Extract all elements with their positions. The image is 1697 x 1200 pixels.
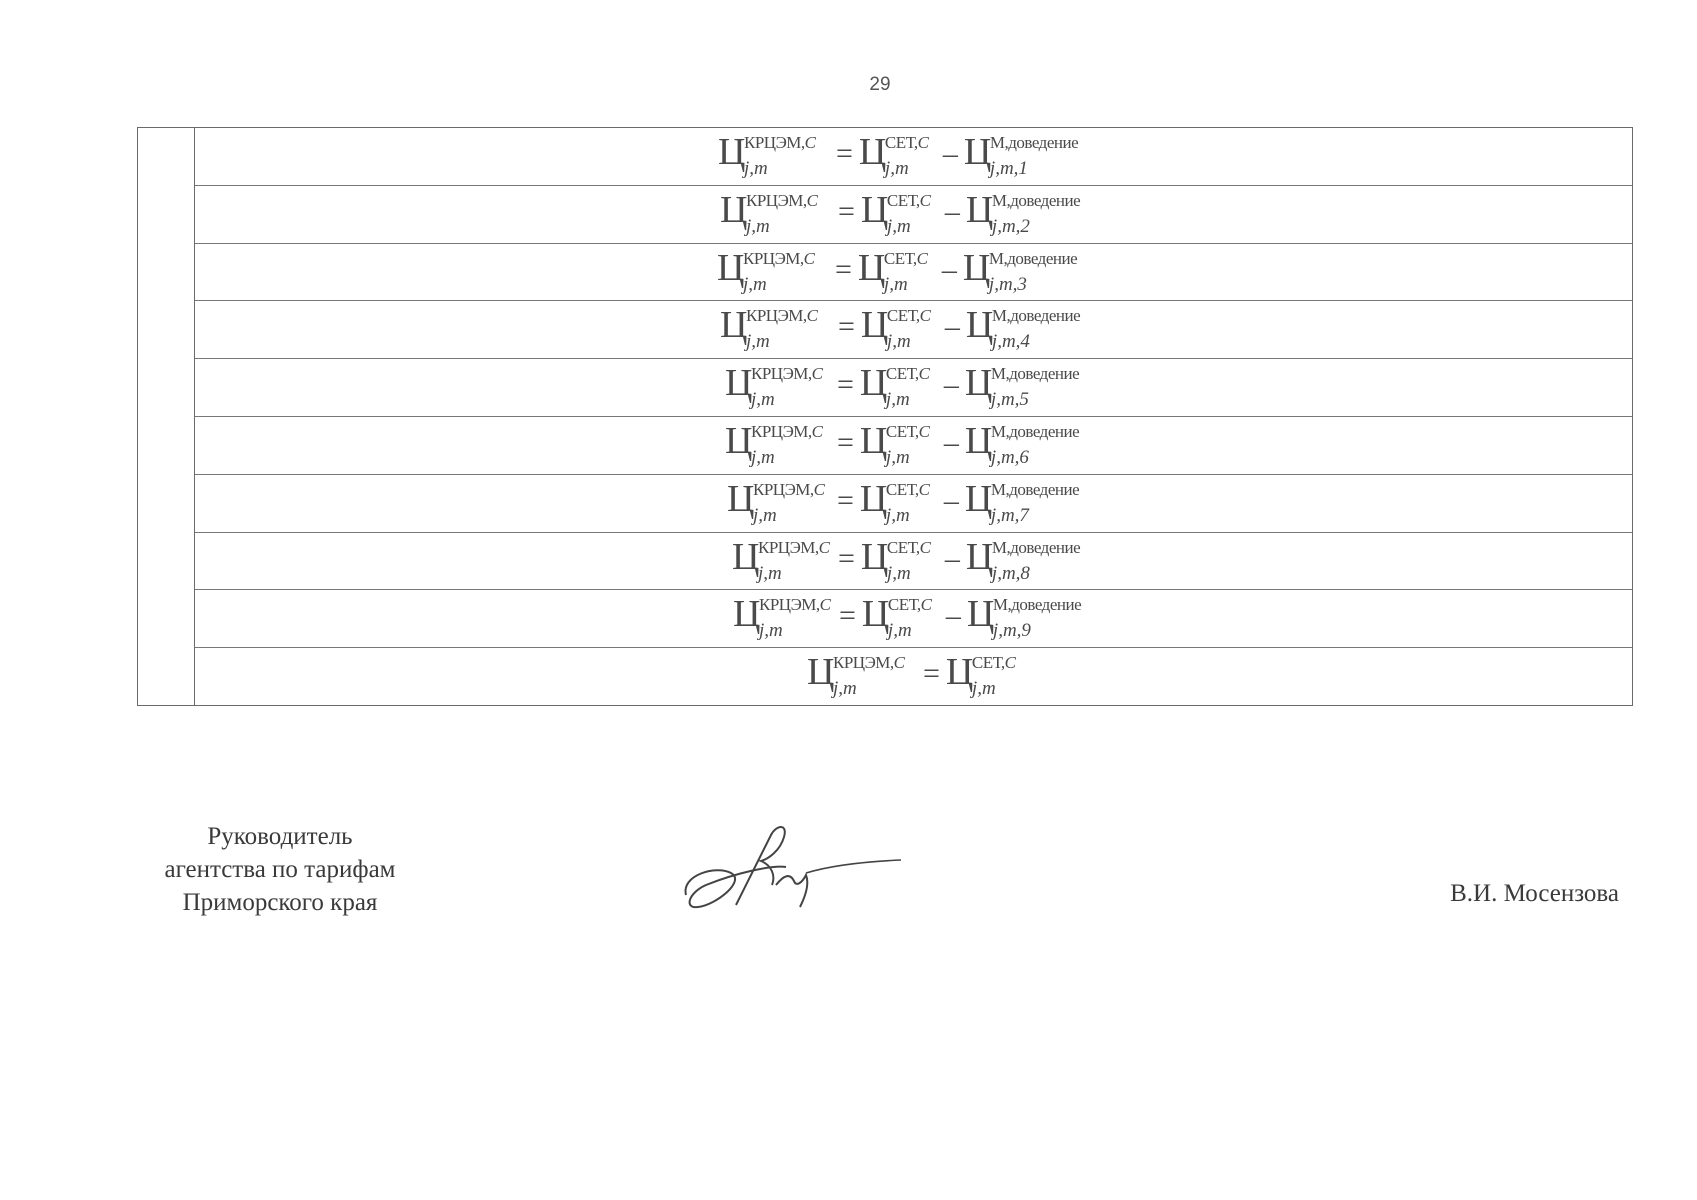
formula-base-symbol: Ц	[717, 246, 745, 289]
price-term-set	[860, 535, 939, 584]
superscript-krcem	[743, 250, 815, 267]
superscript-set	[885, 134, 929, 151]
superscript-text: КРЦЭМ,	[758, 537, 819, 557]
formula-base-symbol: Ц	[945, 651, 974, 694]
minus-sign: –	[943, 425, 959, 459]
subscript: j,m	[885, 389, 910, 411]
price-term-krcem	[725, 362, 831, 411]
formula-base-symbol: Ц	[965, 304, 994, 347]
subscript: j,m,5	[990, 389, 1029, 411]
formula-row	[195, 128, 1632, 186]
equals-sign: =	[837, 368, 854, 402]
formula-row	[195, 417, 1632, 475]
superscript-text: СЕТ,	[886, 537, 920, 557]
formula-base-symbol: Ц	[725, 419, 753, 462]
superscript-text: СЕТ,	[885, 479, 919, 499]
price-term-dovedenie	[964, 362, 1095, 411]
formula-table	[137, 127, 1633, 706]
subscript: j,m,2	[991, 215, 1030, 237]
price-term-set	[857, 246, 936, 295]
price-term-krcem	[727, 477, 831, 526]
superscript-text: СЕТ,	[887, 595, 921, 615]
formula-base-symbol: Ц	[859, 362, 888, 405]
superscript-italic: C	[819, 595, 831, 615]
superscript-italic: C	[806, 306, 818, 326]
superscript-krcem	[744, 134, 816, 151]
handwritten-signature	[676, 815, 906, 930]
price-term-dovedenie	[965, 304, 1096, 353]
subscript: j,m,3	[988, 273, 1027, 295]
superscript-dovedenie: М,доведение	[992, 595, 1082, 615]
formula-row	[195, 244, 1632, 302]
superscript-set	[972, 654, 1016, 671]
subscript: j,m,1	[989, 158, 1028, 179]
formula-row	[195, 186, 1632, 244]
subscript: j,m	[751, 389, 775, 411]
formula-base-symbol: Ц	[858, 131, 887, 173]
subscript: j,m	[971, 678, 996, 700]
superscript-text: СЕТ,	[886, 190, 920, 210]
equals-sign: =	[838, 194, 855, 228]
formula	[718, 131, 1094, 179]
equals-sign: =	[838, 310, 855, 344]
minus-sign: –	[943, 483, 959, 517]
superscript-set	[887, 192, 931, 209]
formula	[807, 651, 1026, 700]
formula	[732, 535, 1096, 584]
superscript-dovedenie: М,доведение	[990, 364, 1080, 384]
superscript-text: КРЦЭМ,	[744, 133, 805, 152]
superscript-text: КРЦЭМ,	[746, 190, 807, 210]
formula-base-symbol: Ц	[962, 246, 991, 289]
superscript-text: КРЦЭМ,	[751, 421, 812, 441]
signatory-title	[140, 820, 420, 919]
price-term-set	[860, 304, 939, 353]
price-term-krcem	[718, 131, 830, 179]
formula-rows	[195, 128, 1632, 705]
price-term-krcem	[807, 651, 917, 700]
superscript-krcem	[759, 596, 831, 613]
equals-sign: =	[835, 252, 852, 286]
formula-base-symbol: Ц	[964, 362, 993, 405]
subscript: j,m	[886, 562, 911, 584]
superscript-krcem	[746, 307, 818, 324]
subscript: j,m	[743, 273, 767, 295]
formula-row	[195, 359, 1632, 417]
formula-base-symbol: Ц	[733, 593, 761, 636]
minus-sign: –	[943, 368, 959, 402]
superscript-set	[886, 481, 930, 498]
price-term-krcem	[720, 188, 832, 237]
signatory-title-line-3: Приморского края	[182, 889, 378, 916]
superscript-text: СЕТ,	[884, 133, 918, 152]
formula	[725, 362, 1095, 411]
superscript-italic: C	[919, 537, 931, 557]
subscript: j,m	[753, 504, 777, 526]
formula-base-symbol: Ц	[966, 593, 995, 636]
superscript-text: СЕТ,	[885, 364, 919, 384]
superscript-italic: C	[919, 306, 931, 326]
subscript: j,m,4	[991, 331, 1030, 353]
superscript-italic: C	[920, 595, 932, 615]
formula-base-symbol: Ц	[860, 188, 889, 231]
subscript: j,m,7	[990, 504, 1029, 526]
equals-sign: =	[923, 657, 940, 691]
price-term-dovedenie	[965, 535, 1096, 584]
signature-graphic	[676, 815, 906, 925]
price-term-krcem	[725, 419, 831, 468]
formula-base-symbol: Ц	[857, 246, 886, 289]
superscript-krcem	[751, 365, 823, 382]
price-term-krcem	[732, 535, 832, 584]
subscript: j,m,8	[991, 562, 1030, 584]
superscript-text: КРЦЭМ,	[753, 479, 814, 499]
minus-sign: –	[942, 137, 958, 170]
subscript: j,m	[746, 331, 770, 353]
price-term-dovedenie	[965, 188, 1096, 237]
price-term-krcem	[720, 304, 832, 353]
superscript-italic: C	[918, 364, 930, 384]
price-term-dovedenie	[962, 246, 1093, 295]
subscript: j,m	[885, 446, 910, 468]
superscript-text: СЕТ,	[971, 653, 1005, 673]
superscript-set	[887, 307, 931, 324]
formula-base-symbol: Ц	[861, 593, 890, 636]
price-term-set	[859, 477, 938, 526]
formula-base-symbol: Ц	[807, 651, 835, 694]
superscript-text: КРЦЭМ,	[743, 248, 804, 268]
superscript-text: СЕТ,	[883, 248, 917, 268]
subscript: j,m	[758, 562, 782, 584]
formula-base-symbol: Ц	[965, 535, 994, 578]
signatory-name: В.И. Мосензова	[1450, 880, 1619, 907]
superscript-dovedenie: М,доведение	[989, 133, 1079, 152]
price-term-set	[859, 419, 938, 468]
superscript-text: КРЦЭМ,	[746, 306, 807, 326]
equals-sign: =	[839, 599, 856, 633]
superscript-text: КРЦЭМ,	[751, 364, 812, 384]
price-term-set	[859, 362, 938, 411]
superscript-dovedenie: М,доведение	[988, 248, 1078, 268]
formula-row-last	[195, 648, 1632, 706]
equals-sign: =	[836, 137, 853, 170]
formula-base-symbol: Ц	[727, 477, 755, 520]
price-term-dovedenie	[963, 131, 1094, 179]
minus-sign: –	[944, 541, 960, 575]
subscript: j,m	[751, 446, 775, 468]
subscript: j,m	[746, 215, 770, 237]
price-term-set	[860, 188, 939, 237]
price-term-dovedenie	[964, 419, 1095, 468]
superscript-dovedenie: М,доведение	[991, 537, 1081, 557]
formula-base-symbol: Ц	[964, 477, 993, 520]
superscript-dovedenie: М,доведение	[990, 421, 1080, 441]
subscript: j,m	[885, 504, 910, 526]
price-term-dovedenie	[966, 593, 1097, 642]
superscript-krcem	[751, 423, 823, 440]
subscript: j,m	[886, 215, 911, 237]
equals-sign: =	[838, 541, 855, 575]
formula-base-symbol: Ц	[732, 535, 760, 578]
superscript-italic: C	[916, 248, 928, 268]
superscript-set	[888, 596, 932, 613]
superscript-italic: C	[811, 421, 823, 441]
superscript-text: СЕТ,	[885, 421, 919, 441]
superscript-dovedenie: М,доведение	[990, 479, 1080, 499]
formula-base-symbol: Ц	[720, 188, 748, 231]
formula-base-symbol: Ц	[860, 535, 889, 578]
subscript: j,m,9	[992, 620, 1031, 642]
superscript-set	[884, 250, 928, 267]
subscript: j,m	[744, 158, 768, 179]
subscript: j,m	[759, 620, 783, 642]
formula-base-symbol: Ц	[860, 304, 889, 347]
price-term-set	[858, 131, 937, 179]
superscript-krcem	[758, 539, 830, 556]
minus-sign: –	[941, 252, 957, 286]
formula	[725, 419, 1095, 468]
superscript-text: КРЦЭМ,	[759, 595, 820, 615]
formula-base-symbol: Ц	[718, 131, 746, 173]
formula	[727, 477, 1095, 526]
superscript-krcem	[753, 481, 825, 498]
formula-base-symbol: Ц	[725, 362, 753, 405]
table-left-column	[138, 128, 195, 705]
subscript: j,m	[887, 620, 912, 642]
superscript-krcem	[746, 192, 818, 209]
superscript-text: КРЦЭМ,	[833, 653, 894, 673]
formula	[720, 188, 1096, 237]
superscript-dovedenie: М,доведение	[991, 306, 1081, 326]
formula-base-symbol: Ц	[963, 131, 992, 173]
subscript: j,m,6	[990, 446, 1029, 468]
equals-sign: =	[837, 425, 854, 459]
formula	[717, 246, 1093, 295]
minus-sign: –	[944, 310, 960, 344]
minus-sign: –	[944, 194, 960, 228]
superscript-krcem	[833, 654, 905, 671]
formula-base-symbol: Ц	[964, 419, 993, 462]
superscript-italic: C	[818, 537, 830, 557]
formula-row	[195, 590, 1632, 648]
signatory-title-line-1: Руководитель	[207, 823, 353, 850]
superscript-italic: C	[893, 653, 905, 673]
equals-sign: =	[837, 483, 854, 517]
superscript-set	[886, 365, 930, 382]
superscript-italic: C	[803, 248, 815, 268]
superscript-italic: C	[917, 133, 929, 152]
superscript-italic: C	[1004, 653, 1016, 673]
subscript: j,m	[886, 331, 911, 353]
signatory-title-line-2: агентства по тарифам	[164, 856, 396, 883]
formula-row	[195, 533, 1632, 591]
price-term-krcem	[717, 246, 829, 295]
formula-base-symbol: Ц	[720, 304, 748, 347]
subscript: j,m	[883, 273, 908, 295]
subscript: j,m	[884, 158, 909, 179]
superscript-italic: C	[806, 190, 818, 210]
formula-base-symbol: Ц	[965, 188, 994, 231]
superscript-italic: C	[918, 421, 930, 441]
superscript-set	[887, 539, 931, 556]
superscript-italic: C	[804, 133, 816, 152]
formula	[733, 593, 1097, 642]
superscript-text: СЕТ,	[886, 306, 920, 326]
minus-sign: –	[945, 599, 961, 633]
superscript-italic: C	[813, 479, 825, 499]
superscript-italic: C	[811, 364, 823, 384]
formula-base-symbol: Ц	[859, 477, 888, 520]
price-term-dovedenie	[964, 477, 1095, 526]
formula	[720, 304, 1096, 353]
formula-row	[195, 475, 1632, 533]
formula-row	[195, 301, 1632, 359]
price-term-krcem	[733, 593, 833, 642]
superscript-italic: C	[919, 190, 931, 210]
superscript-italic: C	[918, 479, 930, 499]
price-term-set	[945, 651, 1026, 700]
formula-base-symbol: Ц	[859, 419, 888, 462]
subscript: j,m	[833, 678, 857, 700]
page-number: 29	[869, 74, 891, 95]
superscript-dovedenie: М,доведение	[991, 190, 1081, 210]
price-term-set	[861, 593, 940, 642]
superscript-set	[886, 423, 930, 440]
